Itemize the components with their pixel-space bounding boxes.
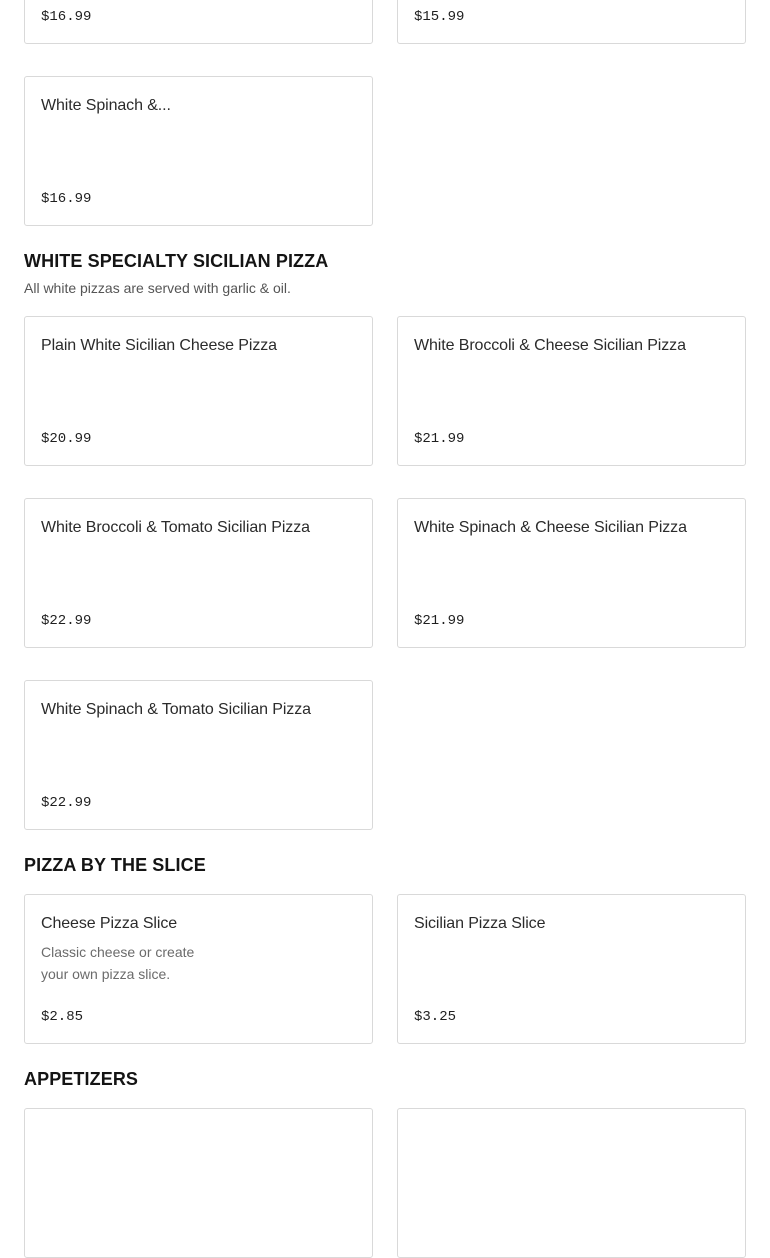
item-price: $21.99 — [414, 613, 465, 629]
item-name: White Spinach & Tomato Sicilian Pizza — [41, 701, 311, 718]
menu-item-card[interactable] — [24, 498, 373, 648]
menu-item-card[interactable] — [24, 680, 373, 830]
section-title: PIZZA BY THE SLICE — [24, 855, 206, 875]
item-name: White Broccoli & Cheese Sicilian Pizza — [414, 337, 686, 354]
item-name: White Broccoli & Tomato Sicilian Pizza — [41, 519, 310, 536]
item-price: $3.25 — [414, 1009, 457, 1025]
item-name: White Spinach &... — [41, 97, 171, 114]
item-price: $21.99 — [414, 431, 465, 447]
item-name: White Spinach & Cheese Sicilian Pizza — [414, 519, 687, 536]
menu-item-card[interactable] — [397, 894, 746, 1044]
section-title: WHITE SPECIALTY SICILIAN PIZZA — [24, 251, 329, 271]
menu-item-card[interactable] — [397, 0, 746, 44]
item-price: $2.85 — [41, 1009, 84, 1025]
item-price: $22.99 — [41, 795, 92, 811]
item-price: $15.99 — [414, 9, 465, 25]
item-price: $22.99 — [41, 613, 92, 629]
item-name: Cheese Pizza Slice — [41, 915, 178, 932]
item-name: Plain White Sicilian Cheese Pizza — [41, 337, 277, 354]
section-description: All white pizzas are served with garlic & oil. — [24, 280, 291, 296]
menu-item-card[interactable] — [397, 316, 746, 466]
menu-item-card[interactable] — [397, 498, 746, 648]
item-name: Sicilian Pizza Slice — [414, 915, 546, 932]
section-title: APPETIZERS — [24, 1069, 139, 1089]
menu-item-card[interactable] — [24, 894, 373, 1044]
menu-item-card[interactable] — [24, 76, 373, 226]
item-price: $16.99 — [41, 9, 92, 25]
menu-item-card[interactable] — [24, 0, 373, 44]
item-description: Classic cheese or create your own pizza slice. — [41, 944, 195, 982]
menu-item-card[interactable] — [24, 316, 373, 466]
menu-item-card[interactable] — [397, 1108, 746, 1258]
item-price: $16.99 — [41, 191, 92, 207]
item-price: $20.99 — [41, 431, 92, 447]
menu-item-card[interactable] — [24, 1108, 373, 1258]
